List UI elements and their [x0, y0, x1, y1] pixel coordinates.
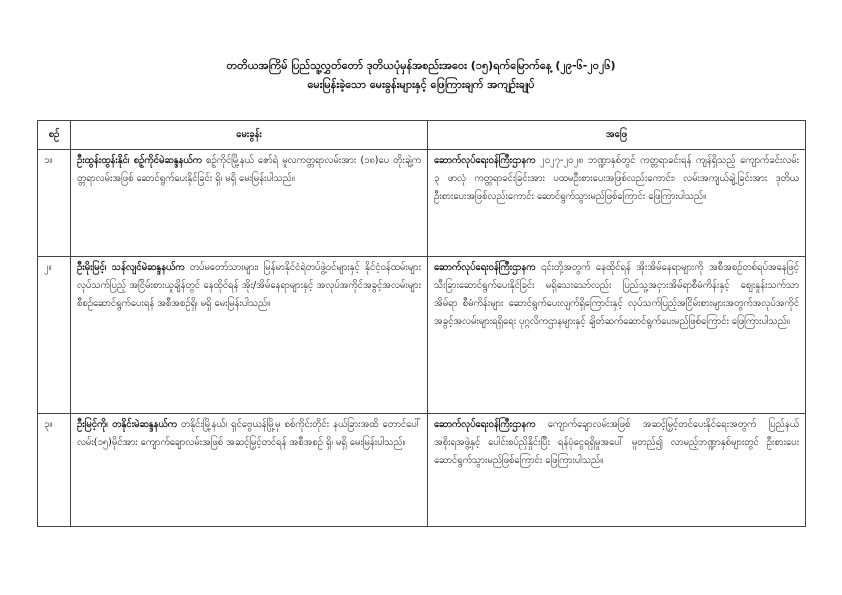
answer-text: ၂၀၂၇-၂၀၂၈ ဘဏ္ဍာနှစ်တွင် ကတ္တရာခင်းရန် ကျန်ရှိသည့် ကျောက်ခင်းလမ်း ၃ ဖာလုံ ကတ္တရာခင်းခြင်းအား ပထမဦးစားပေးအဖြစ်လည်းကောင်း၊ လမ်းအကျယ်ချဲ့ခြင်းအား ဒုတိယဦးစားပေးအဖြစ်လည်းကောင်း ဆောင်ရွက်သွားမည်ဖြစ်ကြောင်း ဖြေကြားပါသည်။ [434, 155, 799, 202]
document-header [0, 56, 842, 94]
answer-text: ကျောက်ချောလမ်းအဖြစ် အဆင့်မြှင့်တင်ပေးနိုင်ရေးအတွက် ပြည်နယ်အစိုးရအဖွဲ့နှင့် ပေါင်းစပ်ညှိနှိုင်းပြီး ရန်ပုံငွေရရှိမှုအပေါ် မူတည်၍ လာမည့်ဘဏ္ဍာနှစ်များတွင် ဦးစားပေးဆောင်ရွက်သွားမည်ဖြစ်ကြောင်း ဖြေကြားပါသည်။ [434, 419, 799, 466]
question-text: တနိုင်းမြို့နယ်၊ ရှင်ဗွေယန်မြို့မှ စစ်ကိုင်းတိုင်း နယ်ခြားအထိ တောင်ပေါ်လမ်း(၁၅)မိုင်အား ကျောက်ချောလမ်းအဖြစ် အဆင့်မြှင့်တင်ရန် အစီအစဉ် ရှိ၊ မရှိ မေးမြန်းပါသည်။ [77, 419, 421, 448]
document-title: တတိယအကြိမ် ပြည်သူ့လွှတ်တော် ဒုတိယပုံမှန်အစည်းအဝေး (၁၅)ရက်မြောက်နေ့ (၂၉-၆-၂၀၂၆) [226, 59, 616, 72]
question-asker: ဦးထွန်းထွန်းနိုင်၊ စဉ့်ကိုင်မဲဆန္ဒနယ်က [77, 155, 202, 166]
question-text: တပ်မတော်သားများ၊ မြန်မာနိုင်ငံရဲတပ်ဖွဲ့ဝင်များနှင့် နိုင်ငံ့ဝန်ထမ်းများ လုပ်သက်ပြည့် အငြိမ်းစားယူချိန်တွင် နေထိုင်ရန် အိုး/အိမ်နေရာများနှင့် အလုပ်အကိုင်အခွင့်အလမ်းများ စီစဉ်ဆောင်ရွက်ပေးရန် အစီအစဉ်ရှိ၊ မရှိ မေးမြန်းပါသည်။ [77, 262, 422, 309]
answer-cell [428, 414, 806, 527]
answer-ministry: ဆောက်လုပ်ရေးဝန်ကြီးဌာနက [434, 419, 536, 430]
row-number: ၁။ [38, 150, 71, 257]
header-no: စဉ် [38, 121, 71, 150]
table-row [38, 150, 806, 257]
row-number: ၂။ [38, 257, 71, 414]
answer-text: ၎င်းတို့အတွက် နေထိုင်ရန် အိုးအိမ်နေရာများကို အစီအစဉ်တစ်ရပ်အနေဖြင့် သီးခြားဆောင်ရွက်ပေးနိုင်ခြင်း မရှိသေးသော်လည်း ပြည်သူ့အငှားအိမ်ရာစီမံကိန်းနှင့် စျေးနှုန်းသက်သာ အိမ်ရာ စီမံကိန်းများ ဆောင်ရွက်ပေးလျက်ရှိကြောင်းနှင့် လုပ်သက်ပြည့်အငြိမ်းစားများအတွက်အလုပ်အကိုင်အခွင့်အလမ်းများရရှိရေး ပုဂ္ဂလိကဌာနများနှင့် ချိတ်ဆက်ဆောင်ရွက်ပေးမည်ဖြစ်ကြောင်း ဖြေကြားပါသည်။ [434, 262, 799, 327]
answer-ministry: ဆောက်လုပ်ရေးဝန်ကြီးဌာနက [434, 262, 536, 273]
qa-table [37, 120, 806, 527]
question-cell [71, 414, 428, 527]
table-header-row [38, 121, 806, 150]
table-row [38, 257, 806, 414]
header-answer: အဖြေ [428, 121, 806, 150]
document-subtitle: မေးမြန်းခဲ့သော မေးခွန်းများနှင့် ဖြေကြားချက် အကျဉ်းချုပ် [307, 78, 535, 91]
header-question: မေးခွန်း [71, 121, 428, 150]
answer-cell [428, 150, 806, 257]
question-cell [71, 257, 428, 414]
question-asker: ဦးမိုးမြင့်၊ သန်လျင်မဲဆန္ဒနယ်က [77, 262, 185, 273]
question-text: စဉ့်ကိုင်မြို့နယ် ဇော်ရဲ မူလကတ္တရာလမ်းအား (၁၈)ပေ တိုးချဲ့ကတ္တရာလမ်းအဖြစ် ဆောင်ရွက်ပေးနိုင်ခြင်း ရှိ၊ မရှိ မေးမြန်းပါသည်။ [77, 155, 421, 184]
answer-cell [428, 257, 806, 414]
question-cell [71, 150, 428, 257]
answer-ministry: ဆောက်လုပ်ရေးဝန်ကြီးဌာနက [434, 155, 536, 166]
question-asker: ဦးမြင့်ကို၊ တနိုင်းမဲဆန္ဒနယ်က [77, 419, 177, 430]
row-number: ၃။ [38, 414, 71, 527]
table-row [38, 414, 806, 527]
